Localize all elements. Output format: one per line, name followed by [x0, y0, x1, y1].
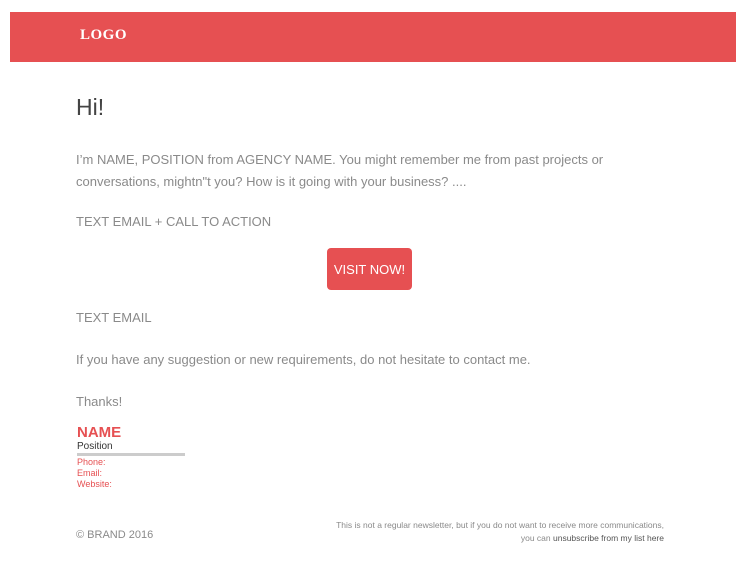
- signature-divider: [77, 453, 185, 456]
- text-email: TEXT EMAIL: [76, 310, 152, 325]
- footer-note-line1: This is not a regular newsletter, but if you do not want to receive more communications,: [336, 520, 664, 530]
- signature-email: Email:: [77, 468, 103, 478]
- logo[interactable]: LOGO: [80, 27, 128, 43]
- signature-position: Position: [77, 441, 113, 452]
- visit-now-button[interactable]: VISIT NOW!: [327, 248, 412, 290]
- signature-phone: Phone:: [77, 457, 106, 467]
- email-header: [10, 12, 736, 62]
- intro-paragraph: I’m NAME, POSITION from AGENCY NAME. You might remember me from past projects or conversations, mightn"t you? How is it going with your business? ....: [76, 152, 604, 189]
- unsubscribe-link[interactable]: unsubscribe from my list here: [552, 533, 664, 543]
- cta-text: TEXT EMAIL + CALL TO ACTION: [76, 214, 272, 229]
- footer-note: [336, 519, 664, 545]
- footer-note-prefix: you can: [520, 533, 553, 543]
- greeting: Hi!: [76, 94, 105, 120]
- footer-note-line2: [336, 532, 664, 545]
- copyright: © BRAND 2016: [76, 529, 154, 541]
- signature-name: NAME: [77, 424, 122, 441]
- thanks-text: Thanks!: [76, 394, 123, 409]
- signature-website: Website:: [77, 479, 112, 489]
- suggestion-paragraph: If you have any suggestion or new requirements, do not hesitate to contact me.: [76, 352, 531, 367]
